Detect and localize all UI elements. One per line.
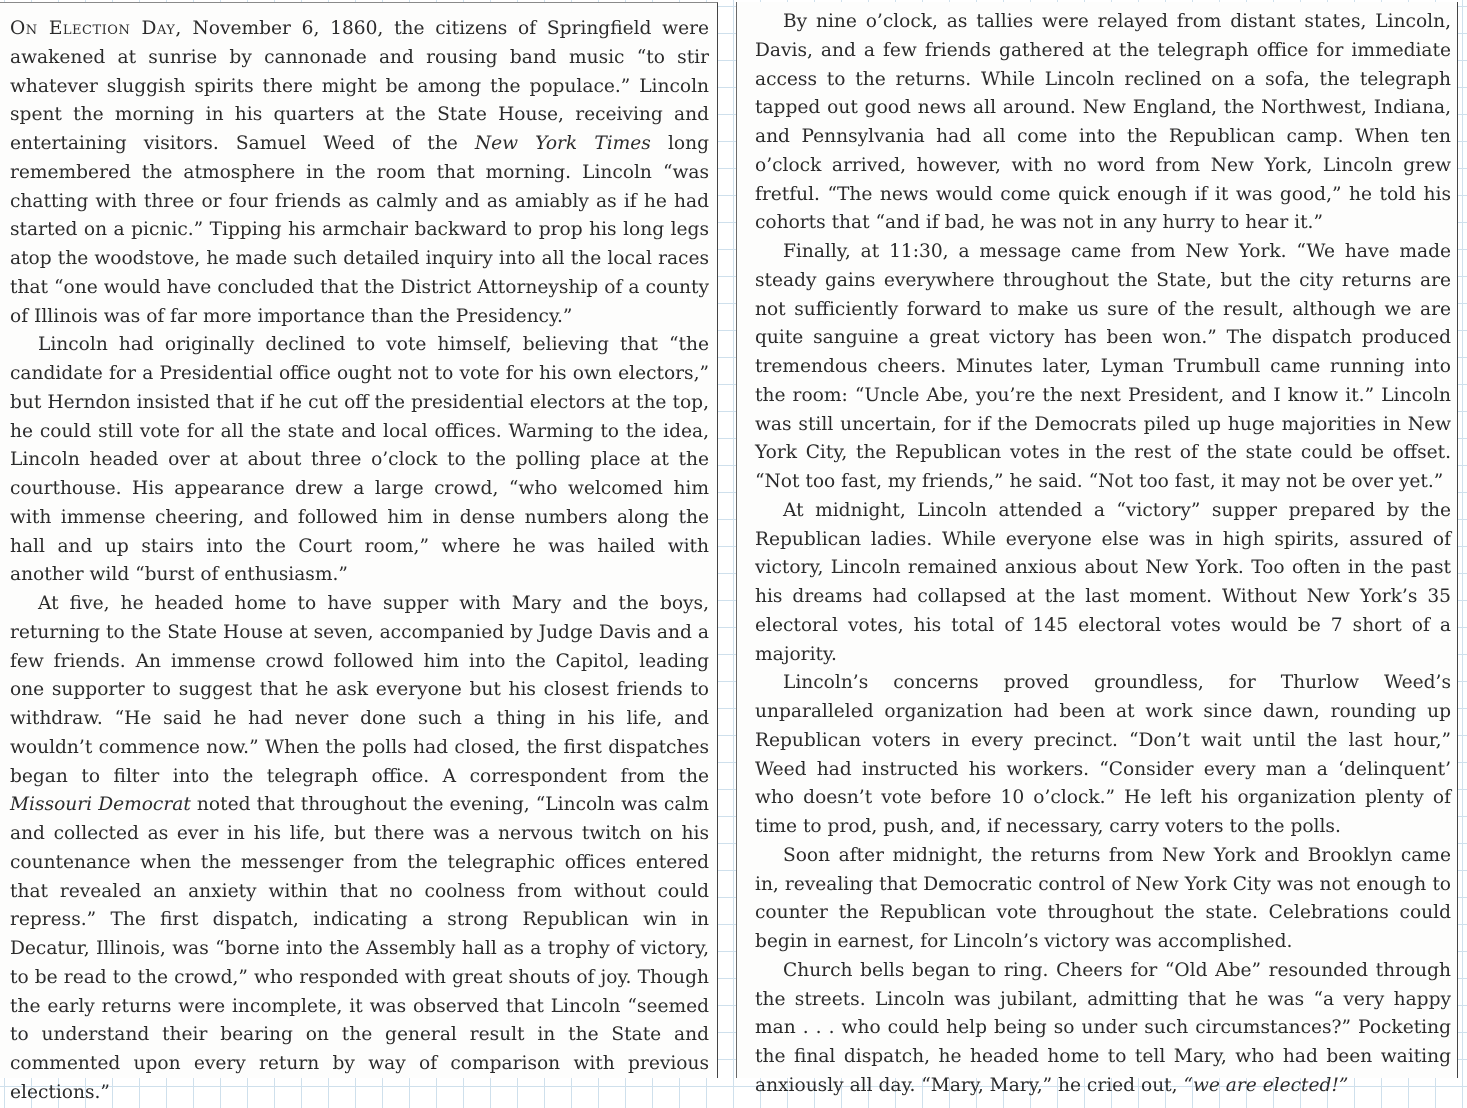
right-column-text [755, 8, 1451, 1101]
paragraph-telegraph-office: By nine o’clock, as tallies were relayed from distant states, Lincoln, Davis, and a few friends gathered at the telegraph office for immediate access to the returns. While Lincoln reclined on a sofa, the telegraph tapped out good news all around. New England, the Northwest, Indiana, and Pennsylvania had all come into the Republican camp. When ten o’clock arrived, however, with no word from New York, Lincoln grew fretful. “The news would come quick enough if it was good,” he told his cohorts that “and if bad, he was not in any hurry to hear it.” [755, 11, 1451, 234]
paragraph-victory-supper: At midnight, Lincoln attended a “victory” supper prepared by the Republican ladies. While everyone else was in high spirits, assured of victory, Lincoln remained anxious about New York. Too often in the past his dreams had collapsed at the last moment. Without New York’s 35 electoral votes, his total of 145 electoral votes would be 7 short of a majority. [755, 499, 1451, 665]
paragraph-text: long remembered the atmosphere in the room that morning. Lincoln “was chatting with three or four friends as calmly and as amiably as if he had started on a picnic.” Tipping his armchair backward to prop his long legs atop the woodstove, he made such detailed inquiry into all the local races that “one would have concluded that the District Attorneyship of a county of Illinois was of far more importance than the Presidency.” [10, 133, 710, 327]
paragraph-returns-brooklyn: Soon after midnight, the returns from New York and Brooklyn came in, revealing that Democratic control of New York City was not enough to counter the Republican vote throughout the state. Celebrations could begin in earnest, for Lincoln’s victory was accomplished. [755, 844, 1451, 952]
paragraph-text: November 6, 1860, the citizens of Springfield were awakened at sunrise by cannonade and rousing band music “to stir whatever sluggish spirits there might be among the populace.” Lincoln spent the morning in his quarters at the State House, receiving and entertaining visitors. Samuel Weed of the [10, 18, 709, 154]
publication-title: New York Times [474, 133, 651, 154]
paragraph-text: Church bells began to ring. Cheers for “Old Abe” resounded through the streets. Lincoln was jubilant, admitting that he was “a very happy man . . . who could help being so under such circumstances?” Pocketing the final dispatch, he headed home to tell Mary, who had been waiting anxiously all day. “Mary, Mary,” he cried out, [755, 959, 1451, 1096]
lead-in-small-caps: On Election Day, [10, 18, 182, 39]
left-column-text [10, 15, 709, 1108]
publication-title: Missouri Democrat [10, 794, 191, 816]
right-clipping [736, 2, 1458, 1096]
paragraph-voting: Lincoln had originally declined to vote himself, believing that “the candidate for a Presidential office ought not to vote for his own electors,” but Herndon insisted that if he cut off the presidential electors at the top, he could still vote for all the state and local offices. Warming to the idea, Lincoln headed over at about three o’clock to the polling place at the courthouse. His appearance drew a large crowd, “who welcomed him with immense cheering, and followed him in dense numbers along the hall and up stairs into the Court room,” where he was hailed with another wild “burst of enthusiasm.” [10, 334, 709, 586]
left-clipping [0, 2, 718, 1103]
paragraph-evening [10, 590, 709, 1108]
closing-quote: “we are elected!” [1183, 1074, 1349, 1096]
paragraph-church-bells [755, 957, 1451, 1101]
paragraph-text: noted that throughout the evening, “Lincoln was calm and collected as ever in his life, but there was a nervous twitch on his countenance when the messenger from the telegraphic offices entered that revealed an anxiety within that no coolness from without could repress.” The first dispatch, indicating a strong Republican win in Decatur, Illinois, was “borne into the Assembly hall as a trophy of victory, to be read to the crowd,” who responded with great shouts of joy. Though the early returns were incomplete, it was observed that Lincoln “seemed to understand their bearing on the general result in the State and commented upon every return by way of comparison with previous elections.” [10, 794, 709, 1103]
paragraph-weed-organization: Lincoln’s concerns proved groundless, for Thurlow Weed’s unparalleled organization had been at work since dawn, rounding up Republican voters in every precinct. “Don’t wait until the last hour,” Weed had instructed his workers. “Consider every man a ‘delinquent’ who doesn’t vote before 10 o’clock.” He left his organization plenty of time to prod, push, and, if necessary, carry voters to the polls. [755, 672, 1451, 837]
paragraph-new-york-message: Finally, at 11:30, a message came from New York. “We have made steady gains everywhere throughout the State, but the city returns are not sufficiently forward to make us sure of the result, although we are quite sanguine a great victory has been won.” The dispatch produced tremendous cheers. Minutes later, Lyman Trumbull came running into the room: “Uncle Abe, you’re the next President, and I know it.” Lincoln was still uncertain, for if the Democrats piled up huge majorities in New York City, the Republican votes in the rest of the state could be offset. “Not too fast, my friends,” he said. “Not too fast, it may not be over yet.” [755, 241, 1451, 492]
paragraph-text: At five, he headed home to have supper with Mary and the boys, returning to the State House at seven, accompanied by Judge Davis and a few friends. An immense crowd followed him into the Capitol, leading one supporter to suggest that he ask everyone but his closest friends to withdraw. “He said he had never done such a thing in his life, and wouldn’t commence now.” When the polls had closed, the first dispatches began to filter into the telegraph office. A correspondent from the [10, 593, 709, 787]
paragraph-election-day-morning [10, 15, 709, 331]
